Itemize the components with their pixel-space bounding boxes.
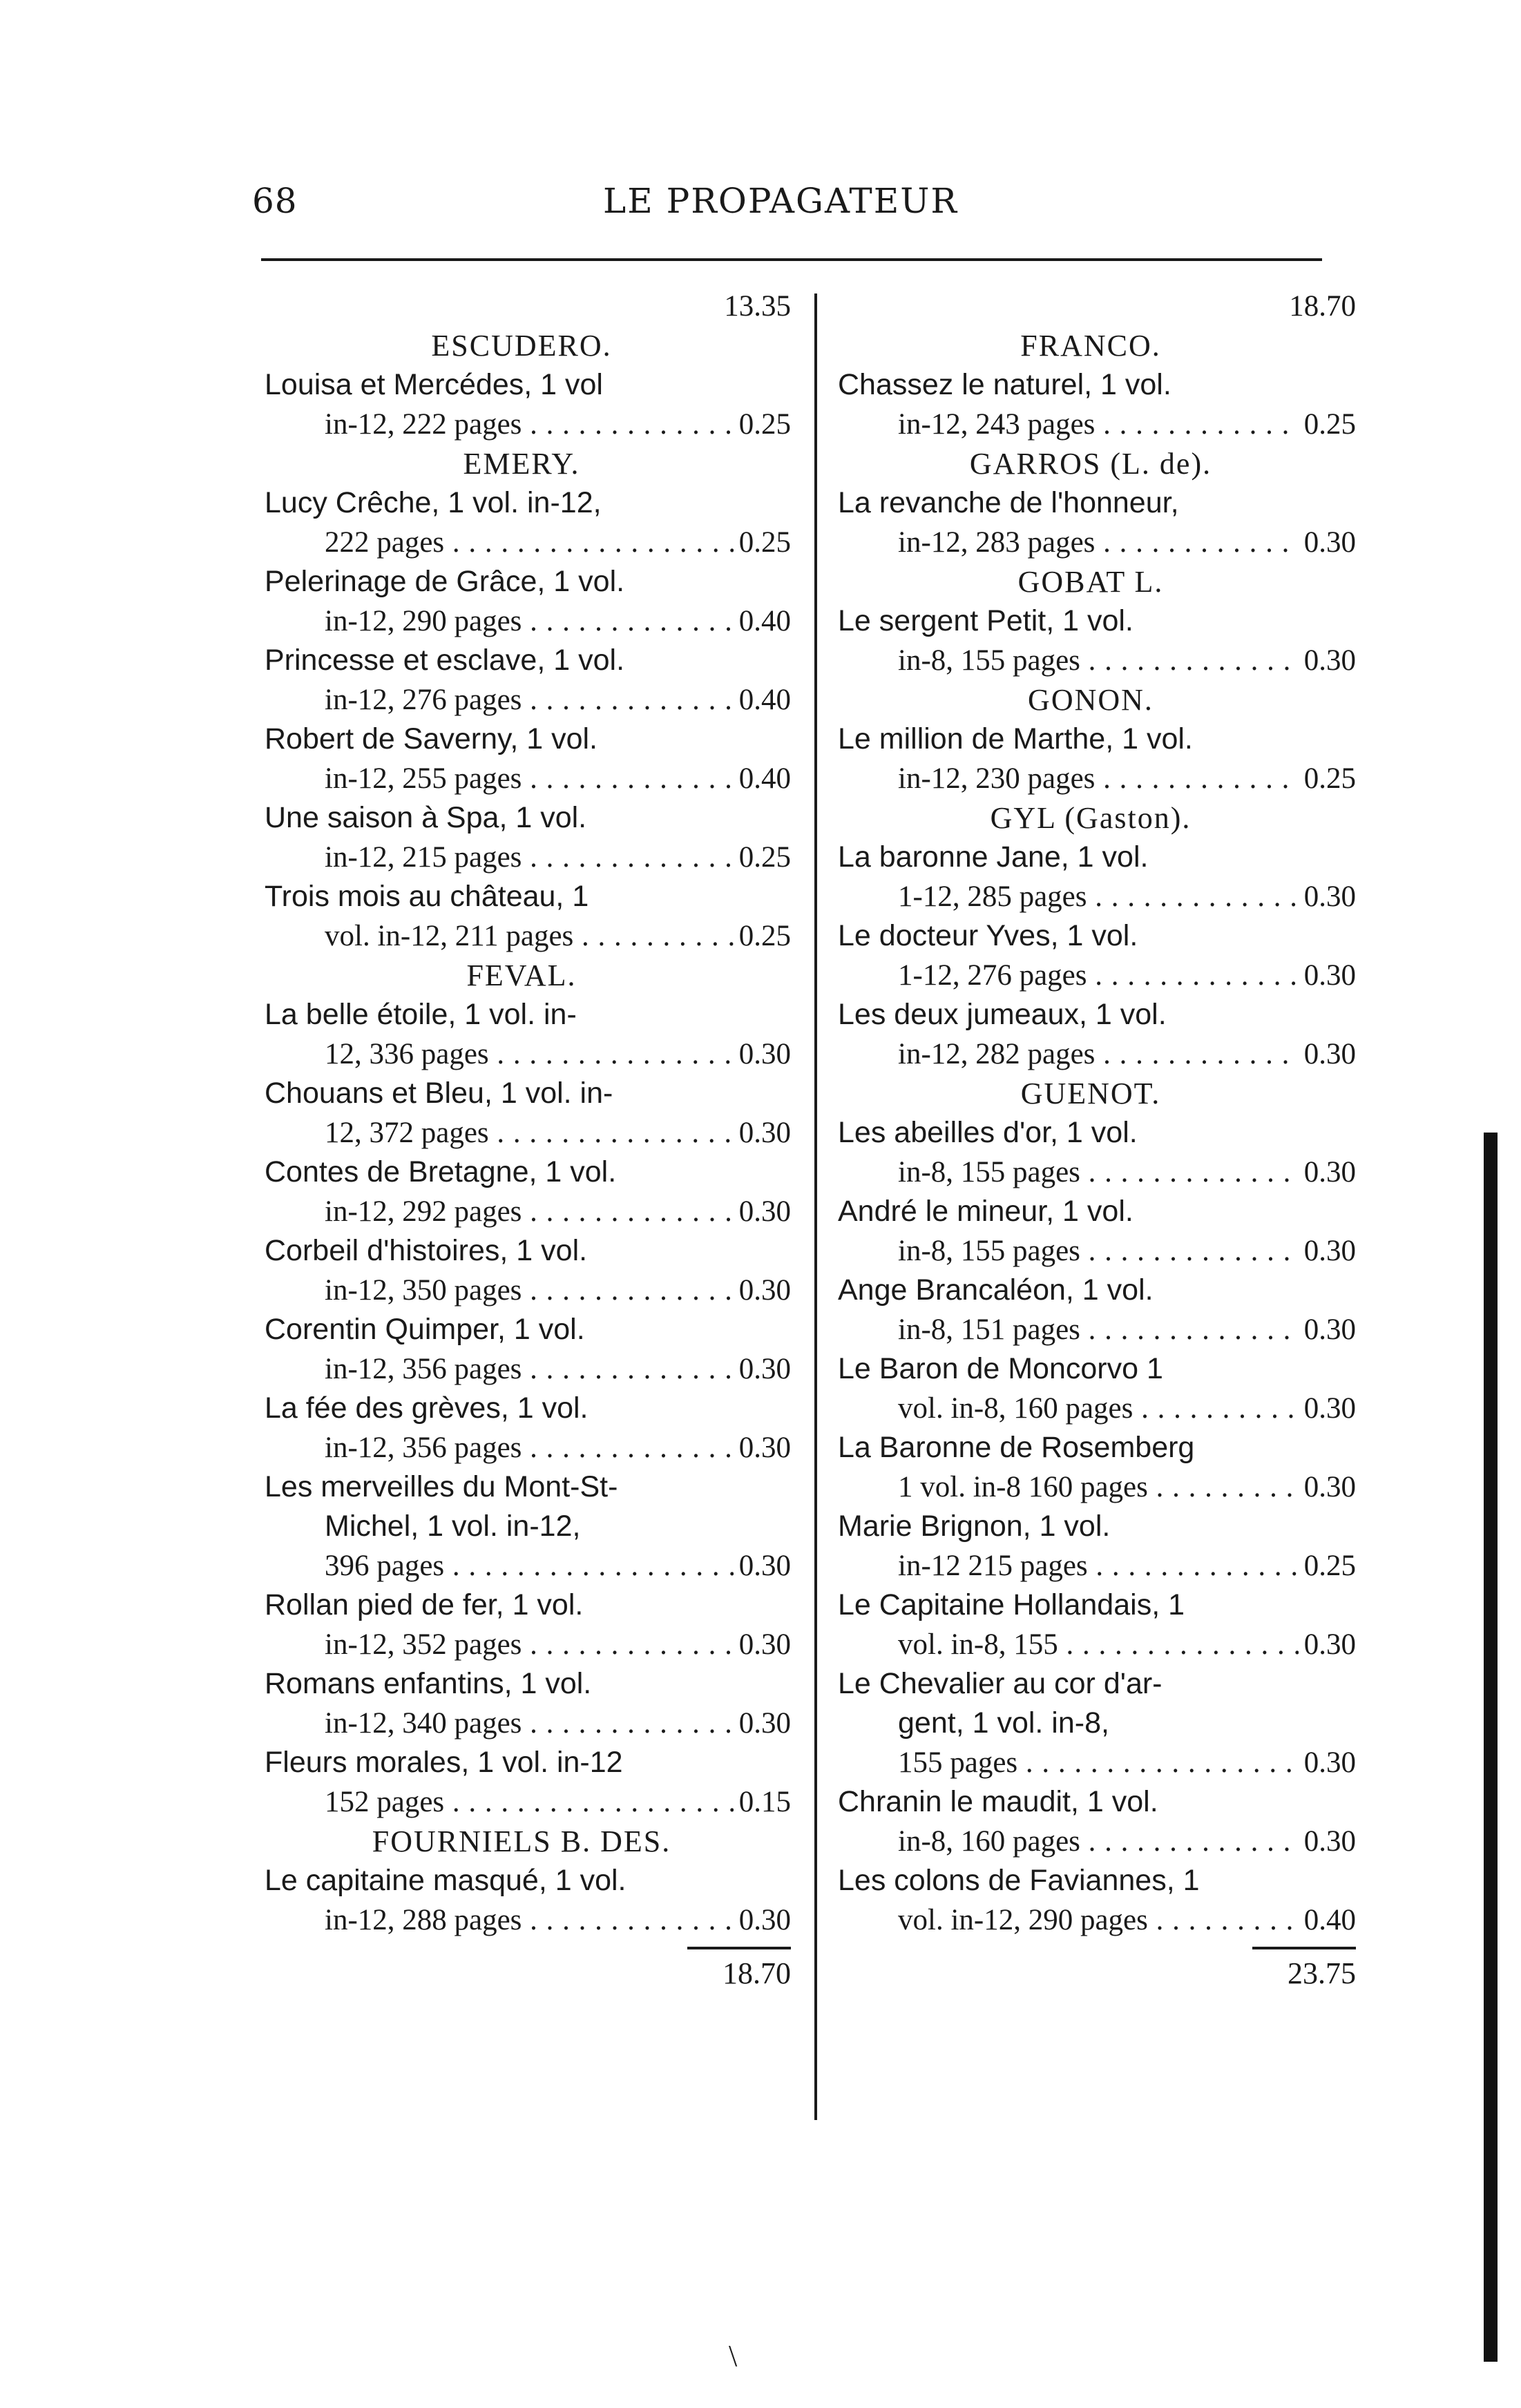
- total-rule: [1252, 1947, 1356, 1949]
- price: 0.30: [1303, 1471, 1356, 1503]
- price: 0.30: [1303, 526, 1356, 559]
- book-details-line: [252, 405, 791, 444]
- book-details-line: [825, 1231, 1356, 1271]
- price: 0.30: [738, 1628, 791, 1661]
- book-details-line: [825, 759, 1356, 798]
- book-details-line: [825, 1822, 1356, 1861]
- price: 0.40: [1303, 1904, 1356, 1936]
- format-pages: 396 pages . . .: [325, 1546, 734, 1586]
- author-heading: FRANCO.: [1020, 329, 1161, 363]
- price: 0.30: [1303, 1825, 1356, 1858]
- book-details-line: [252, 1428, 791, 1467]
- book-title-line: La baronne Jane, 1 vol.: [838, 840, 1149, 874]
- price: 0.25: [1303, 1550, 1356, 1582]
- price: 0.30: [1303, 1156, 1356, 1188]
- price: 0.25: [738, 920, 791, 952]
- format-pages: in-12, 276 pages . . .: [325, 680, 734, 720]
- format-pages: in-8, 151 pages . . .: [898, 1310, 1299, 1349]
- author-heading: GONON.: [1028, 683, 1154, 717]
- format-pages: in-12 215 pages . . .: [898, 1546, 1299, 1586]
- book-details-line: [825, 1546, 1356, 1586]
- book-details-line: [825, 405, 1356, 444]
- book-title-line: Louisa et Mercédes, 1 vol: [265, 368, 603, 401]
- book-details-line: [825, 523, 1356, 562]
- column-total: 18.70: [723, 1956, 791, 1990]
- book-details-line: [252, 601, 791, 641]
- book-details-line: [825, 1310, 1356, 1349]
- format-pages: in-12, 230 pages . . .: [898, 759, 1299, 798]
- bottom-mark: \: [729, 2339, 738, 2373]
- format-pages: in-12, 215 pages . . .: [325, 838, 734, 877]
- left-column: [252, 287, 791, 1993]
- author-heading: ESCUDERO.: [431, 329, 612, 363]
- book-title-line: Chassez le naturel, 1 vol.: [838, 368, 1171, 401]
- book-title-line: Le docteur Yves, 1 vol.: [838, 919, 1138, 952]
- book-title-line: Princesse et esclave, 1 vol.: [265, 644, 625, 677]
- price: 0.30: [738, 1038, 791, 1070]
- book-title-line: La Baronne de Rosemberg: [838, 1431, 1195, 1464]
- format-pages: in-12, 352 pages . . .: [325, 1625, 734, 1664]
- carried-forward-sum: 18.70: [1289, 290, 1356, 322]
- format-pages: in-8, 155 pages . . .: [898, 1231, 1299, 1271]
- format-pages: in-12, 290 pages . . .: [325, 601, 734, 641]
- author-heading: GUENOT.: [1020, 1077, 1161, 1110]
- price: 0.40: [738, 684, 791, 716]
- book-title-line: Chranin le maudit, 1 vol.: [838, 1785, 1158, 1818]
- book-title-line: Le Baron de Moncorvo 1: [838, 1352, 1163, 1385]
- book-title-line: Les abeilles d'or, 1 vol.: [838, 1116, 1138, 1149]
- format-pages: in-8, 155 pages . . .: [898, 641, 1299, 680]
- format-pages: in-8, 155 pages . . .: [898, 1153, 1299, 1192]
- format-pages: 1-12, 276 pages . . .: [898, 956, 1299, 995]
- price: 0.30: [1303, 1038, 1356, 1070]
- book-details-line: [252, 1900, 791, 1940]
- book-title-line: Le Capitaine Hollandais, 1: [838, 1588, 1185, 1621]
- book-title-line: Ange Brancaléon, 1 vol.: [838, 1273, 1154, 1307]
- author-heading: EMERY.: [463, 447, 580, 481]
- price: 0.30: [1303, 644, 1356, 677]
- book-title-line: Le capitaine masqué, 1 vol.: [265, 1864, 626, 1897]
- book-details-line: [825, 641, 1356, 680]
- author-heading: FOURNIELS B. DES.: [372, 1824, 671, 1858]
- format-pages: in-12, 282 pages . . .: [898, 1034, 1299, 1074]
- format-pages: in-12, 356 pages . . .: [325, 1428, 734, 1467]
- book-details-line: [825, 1467, 1356, 1507]
- book-details-line: [252, 1034, 791, 1074]
- book-details-line: [252, 1113, 791, 1153]
- carried-forward-sum: 13.35: [724, 290, 791, 322]
- format-pages: 155 pages . . .: [898, 1743, 1299, 1782]
- book-title-line: La fée des grèves, 1 vol.: [265, 1391, 589, 1425]
- price: 0.30: [738, 1274, 791, 1307]
- format-pages: in-8, 160 pages . . .: [898, 1822, 1299, 1861]
- book-details-line: [252, 759, 791, 798]
- format-pages: 222 pages . . .: [325, 523, 734, 562]
- book-details-line: [252, 1271, 791, 1310]
- book-details-line: [252, 1782, 791, 1822]
- price: 0.30: [1303, 1235, 1356, 1267]
- book-details-line: [825, 956, 1356, 995]
- author-heading: GARROS (L. de).: [969, 447, 1212, 481]
- author-heading: GOBAT L.: [1017, 565, 1164, 599]
- format-pages: 12, 336 pages . . .: [325, 1034, 734, 1074]
- price: 0.30: [1303, 1628, 1356, 1661]
- book-title-line: Les deux jumeaux, 1 vol.: [838, 998, 1167, 1031]
- format-pages: in-12, 356 pages . . .: [325, 1349, 734, 1389]
- price: 0.30: [738, 1904, 791, 1936]
- book-title-line: Les merveilles du Mont-St-: [265, 1470, 618, 1503]
- book-title-line: Le sergent Petit, 1 vol.: [838, 604, 1133, 637]
- author-heading: GYL (Gaston).: [990, 801, 1192, 835]
- price: 0.40: [738, 605, 791, 637]
- right-column: [825, 287, 1356, 1993]
- column-divider: [814, 293, 817, 2120]
- format-pages: in-12, 222 pages . . .: [325, 405, 734, 444]
- book-title-line: La belle étoile, 1 vol. in-: [265, 998, 577, 1031]
- format-pages: 152 pages . . .: [325, 1782, 734, 1822]
- price: 0.25: [738, 408, 791, 441]
- page-edge-bar: [1484, 1133, 1498, 2362]
- price: 0.15: [738, 1786, 791, 1818]
- format-pages: in-12, 350 pages . . .: [325, 1271, 734, 1310]
- format-pages: in-12, 340 pages . . .: [325, 1704, 734, 1743]
- price: 0.25: [1303, 408, 1356, 441]
- price: 0.25: [738, 841, 791, 874]
- book-title-line: Chouans et Bleu, 1 vol. in-: [265, 1077, 613, 1110]
- format-pages: in-12, 243 pages . . .: [898, 405, 1299, 444]
- format-pages: vol. in-12, 211 pages . . .: [325, 916, 734, 956]
- book-title-line: Corentin Quimper, 1 vol.: [265, 1313, 585, 1346]
- format-pages: in-12, 283 pages . . .: [898, 523, 1299, 562]
- price: 0.40: [738, 762, 791, 795]
- format-pages: in-12, 255 pages . . .: [325, 759, 734, 798]
- header-rule: [261, 258, 1322, 261]
- book-details-line: [825, 1625, 1356, 1664]
- price: 0.30: [1303, 1392, 1356, 1425]
- book-title-line: Fleurs morales, 1 vol. in-12: [265, 1746, 623, 1779]
- book-details-line: [825, 1389, 1356, 1428]
- book-title-line: Michel, 1 vol. in-12,: [325, 1510, 581, 1543]
- book-title-line: Corbeil d'histoires, 1 vol.: [265, 1234, 588, 1267]
- format-pages: 1-12, 285 pages . . .: [898, 877, 1299, 916]
- book-details-line: [252, 1349, 791, 1389]
- book-title-line: Robert de Saverny, 1 vol.: [265, 722, 598, 755]
- book-details-line: [252, 523, 791, 562]
- book-details-line: [825, 1153, 1356, 1192]
- page-number: 68: [252, 181, 298, 221]
- left-entries: [252, 326, 791, 1940]
- book-title-line: Trois mois au château, 1: [265, 880, 589, 913]
- book-details-line: [252, 838, 791, 877]
- book-details-line: [252, 1704, 791, 1743]
- format-pages: 1 vol. in-8 160 pages . . .: [898, 1467, 1299, 1507]
- format-pages: vol. in-8, 155 . . .: [898, 1625, 1299, 1664]
- column-total: 23.75: [1288, 1956, 1356, 1990]
- book-title-line: Les colons de Faviannes, 1: [838, 1864, 1200, 1897]
- book-details-line: [252, 680, 791, 720]
- book-title-line: La revanche de l'honneur,: [838, 486, 1179, 519]
- price: 0.30: [738, 1117, 791, 1149]
- book-details-line: [252, 1192, 791, 1231]
- book-title-line: Marie Brignon, 1 vol.: [838, 1510, 1111, 1543]
- total-rule: [687, 1947, 791, 1949]
- book-title-line: Pelerinage de Grâce, 1 vol.: [265, 565, 625, 598]
- price: 0.30: [738, 1432, 791, 1464]
- running-head: LE PROPAGATEUR: [603, 181, 958, 221]
- book-details-line: [825, 877, 1356, 916]
- book-title-line: Romans enfantins, 1 vol.: [265, 1667, 592, 1700]
- format-pages: 12, 372 pages . . .: [325, 1113, 734, 1153]
- book-details-line: [825, 1034, 1356, 1074]
- price: 0.30: [1303, 959, 1356, 992]
- price: 0.30: [738, 1550, 791, 1582]
- price: 0.30: [738, 1707, 791, 1740]
- format-pages: in-12, 288 pages . . .: [325, 1900, 734, 1940]
- book-title-line: Une saison à Spa, 1 vol.: [265, 801, 587, 834]
- book-title-line: Le million de Marthe, 1 vol.: [838, 722, 1193, 755]
- book-title-line: Contes de Bretagne, 1 vol.: [265, 1155, 617, 1188]
- price: 0.30: [738, 1353, 791, 1385]
- book-title-line: gent, 1 vol. in-8,: [898, 1706, 1109, 1740]
- price: 0.25: [738, 526, 791, 559]
- price: 0.30: [1303, 1313, 1356, 1346]
- format-pages: vol. in-8, 160 pages . . .: [898, 1389, 1299, 1428]
- book-details-line: [252, 916, 791, 956]
- format-pages: vol. in-12, 290 pages . . .: [898, 1900, 1299, 1940]
- author-heading: FEVAL.: [466, 959, 577, 992]
- book-title-line: André le mineur, 1 vol.: [838, 1195, 1133, 1228]
- format-pages: in-12, 292 pages . . .: [325, 1192, 734, 1231]
- book-title-line: Lucy Crêche, 1 vol. in-12,: [265, 486, 602, 519]
- book-details-line: [252, 1625, 791, 1664]
- book-title-line: Rollan pied de fer, 1 vol.: [265, 1588, 584, 1621]
- book-details-line: [252, 1546, 791, 1586]
- book-details-line: [825, 1743, 1356, 1782]
- price: 0.30: [738, 1195, 791, 1228]
- book-details-line: [825, 1900, 1356, 1940]
- price: 0.30: [1303, 880, 1356, 913]
- right-entries: [825, 326, 1356, 1940]
- price: 0.25: [1303, 762, 1356, 795]
- book-title-line: Le Chevalier au cor d'ar-: [838, 1667, 1163, 1700]
- price: 0.30: [1303, 1746, 1356, 1779]
